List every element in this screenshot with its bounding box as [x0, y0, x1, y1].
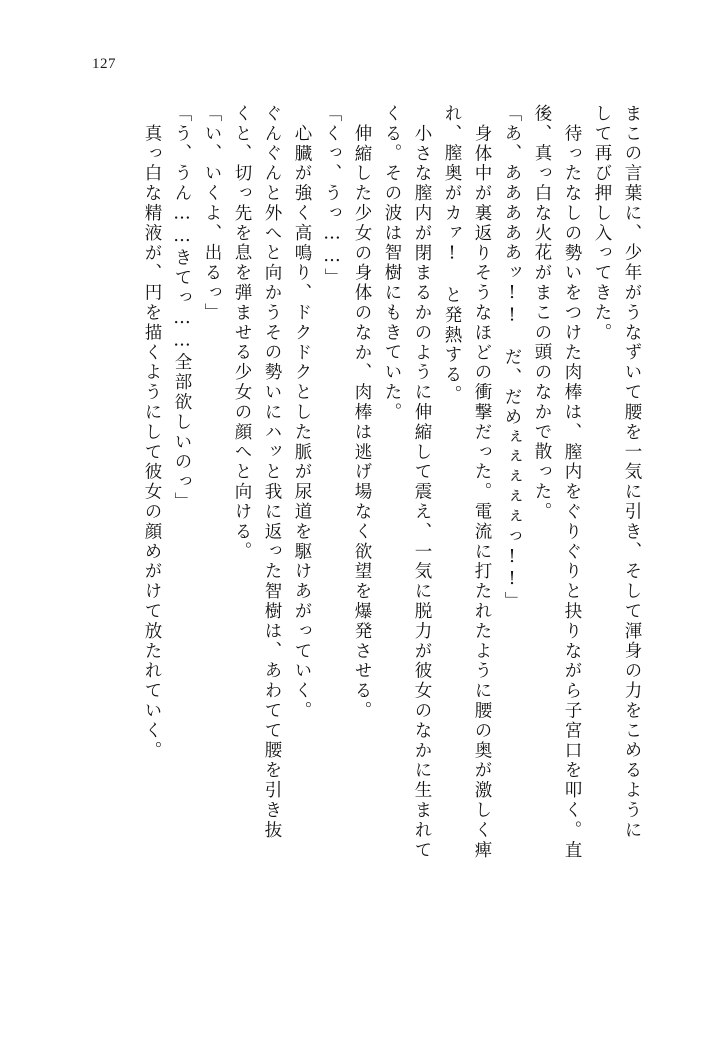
- text-line: 「う、うん……きてっ……全部欲しいのっ」: [172, 104, 192, 512]
- text-line: 「あ、あああああッ!! だ、だめぇぇぇぇぇっ!!」: [502, 104, 522, 612]
- text-line: 後、真っ白な火花がまこの頭のなかで散った。: [532, 104, 552, 522]
- page-number: 127: [92, 56, 116, 72]
- text-line: 真っ白な精液が、円を描くようにして彼女の顔めがけて放たれていく。: [142, 124, 162, 761]
- text-line: くる。その波は智樹にもきていた。: [382, 104, 402, 423]
- text-line: ぐんぐんと外へと向かうその勢いにハッと我に返った智樹は、あわてて腰を引き抜: [262, 104, 282, 841]
- text-line: まこの言葉に、少年がうなずいて腰を一気に引き、そして渾身の力をこめるように: [622, 104, 642, 841]
- text-line: くと、切っ先を息を弾ませる少女の顔へと向ける。: [232, 104, 252, 562]
- body-text: [60, 104, 640, 964]
- text-line: 「い、いくよ、出るっ」: [202, 104, 222, 323]
- text-line: 伸縮した少女の身体のなか、肉棒は逃げ場なく欲望を爆発させる。: [352, 124, 372, 721]
- text-line: 「くっ、うっ……」: [322, 104, 342, 289]
- text-line: れ、膣奥がカァ! と発熱する。: [442, 104, 462, 405]
- text-line: 心臓が強く高鳴り、ドクドクとした脈が尿道を駆けあがっていく。: [292, 124, 312, 721]
- text-line: 小さな膣内が閉まるかのように伸縮して震え、一気に脱力が彼女のなかに生まれて: [412, 124, 432, 861]
- text-line: して再び押し入ってきた。: [592, 104, 612, 343]
- text-line: 待ったなしの勢いをつけた肉棒は、膣内をぐりぐりと抉りながら子宮口を叩く。直: [562, 124, 582, 861]
- text-line: 身体中が裏返りそうなほどの衝撃だった。電流に打たれたように腰の奥が激しく痺: [472, 124, 492, 861]
